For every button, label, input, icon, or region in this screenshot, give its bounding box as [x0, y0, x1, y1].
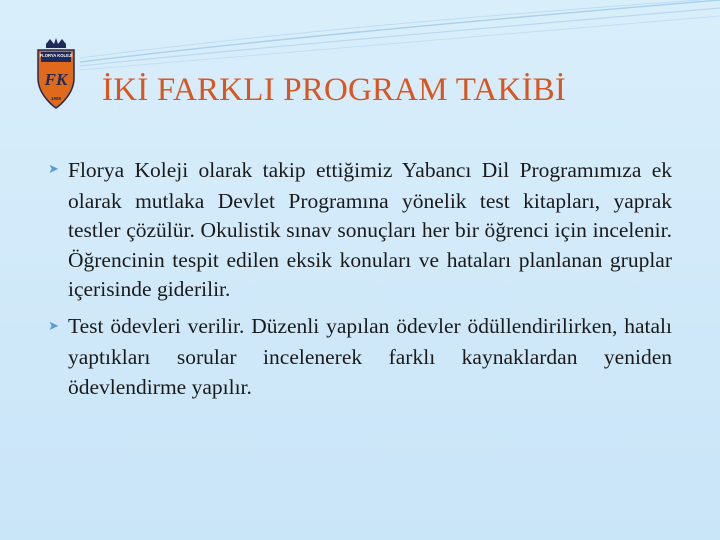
logo-monogram: FK [44, 70, 68, 89]
school-crest-logo [32, 38, 80, 110]
slide-title: İKİ FARKLI PROGRAM TAKİBİ [102, 72, 567, 108]
bullet-text: Test ödevleri verilir. Düzenli yapılan ödevler ödüllendirilirken, hatalı yaptıkları sorular incelenerek farklı kaynaklardan yeniden ödevlendirme yapılır. [68, 314, 672, 399]
bullet-item [48, 312, 672, 402]
logo-top-text: FLORYA KOLEJİ [39, 53, 73, 58]
bullet-text: Florya Koleji olarak takip ettiğimiz Yabancı Dil Programımıza ek olarak mutlaka Devlet Programına yönelik test kitapları, yaprak testler çözülür. Okulistik sınav sonuçları her bir öğrenci için incelenir. Öğrencinin tespit edilen eksik konuları ve hataları planlanan gruplar içerisinde giderilir. [68, 158, 672, 301]
bullet-arrow-icon: ➤ [48, 317, 59, 333]
slide-content [48, 156, 672, 410]
bullet-item [48, 156, 672, 304]
bullet-arrow-icon: ➤ [48, 161, 59, 177]
logo-year: 1986 [50, 96, 62, 101]
